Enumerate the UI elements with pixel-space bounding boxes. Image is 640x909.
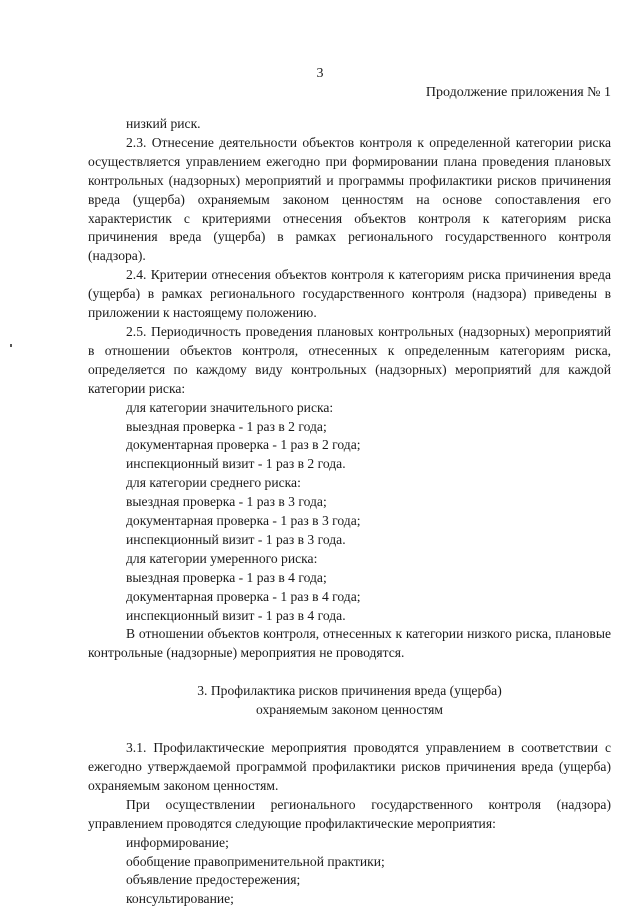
section-3-heading — [88, 682, 611, 720]
appendix-continuation-label: Продолжение приложения № 1 — [425, 85, 611, 100]
list-item: обобщение правоприменительной практики; — [126, 853, 385, 869]
document-body — [88, 115, 611, 909]
category-medium-risk: для категории среднего риска: — [126, 475, 301, 491]
paragraph-2-4: 2.4. Критерии отнесения объектов контроля к категориям риска причинения вреда (ущерба) в рамках регионального государственного контроля (надзора) приведены в приложении к настоящему положению. — [88, 267, 611, 321]
list-item: выездная проверка - 1 раз в 2 года; — [126, 418, 327, 434]
page-number: 3 — [316, 66, 324, 81]
list-item: информирование; — [126, 834, 229, 850]
paragraph-low-risk-category: В отношении объектов контроля, отнесенных к категории низкого риска, плановые контрольные (надзорные) мероприятия не проводятся. — [88, 626, 611, 661]
list-item: консультирование; — [126, 891, 234, 907]
list-item: выездная проверка - 1 раз в 4 года; — [126, 569, 327, 585]
category-significant-risk: для категории значительного риска: — [126, 399, 334, 415]
list-item: инспекционный визит - 1 раз в 4 года. — [126, 607, 346, 623]
list-item: документарная проверка - 1 раз в 2 года; — [126, 437, 361, 453]
paragraph-low-risk: низкий риск. — [126, 116, 201, 131]
category-moderate-risk: для категории умеренного риска: — [126, 550, 318, 566]
section-3-heading-line-2: охраняемым законом ценностям — [256, 702, 443, 718]
paragraph-2-5: 2.5. Периодичность проведения плановых контрольных (надзорных) мероприятий в отношении объектов контроля, отнесенных к определенным категориям риска, определяется по каждому виду контрольных (надзорных) мероприятий для каждой категории риска: — [88, 323, 611, 396]
paragraph-preventive-measures: При осуществлении регионального государственного контроля (надзора) управлением проводятся следующие профилактические мероприятия: — [88, 796, 611, 831]
list-item: документарная проверка - 1 раз в 3 года; — [126, 513, 361, 529]
scan-margin-mark — [10, 344, 12, 347]
list-item: объявление предостережения; — [126, 872, 301, 888]
list-item: инспекционный визит - 1 раз в 2 года. — [126, 456, 346, 472]
paragraph-2-3: 2.3. Отнесение деятельности объектов контроля к определенной категории риска осуществляется управлением ежегодно при формировании плана проведения плановых контрольных (надзорных) мероприятий и программы профилактики рисков причинения вреда (ущерба) охраняемым законом ценностям на основе сопоставления его характеристик с критериями отнесения объектов контроля к категориям риска причинения вреда (ущерба) в рамках регионального государственного контроля (надзора). — [88, 134, 611, 264]
list-item: инспекционный визит - 1 раз в 3 года. — [126, 531, 346, 547]
section-3-heading-line-1: 3. Профилактика рисков причинения вреда (ущерба) — [197, 683, 502, 699]
list-item: выездная проверка - 1 раз в 3 года; — [126, 494, 327, 510]
paragraph-3-1: 3.1. Профилактические мероприятия проводятся управлением в соответствии с ежегодно утверждаемой программой профилактики рисков причинения вреда (ущерба) охраняемым законом ценностям. — [88, 740, 611, 793]
list-item: документарная проверка - 1 раз в 4 года; — [126, 588, 361, 604]
